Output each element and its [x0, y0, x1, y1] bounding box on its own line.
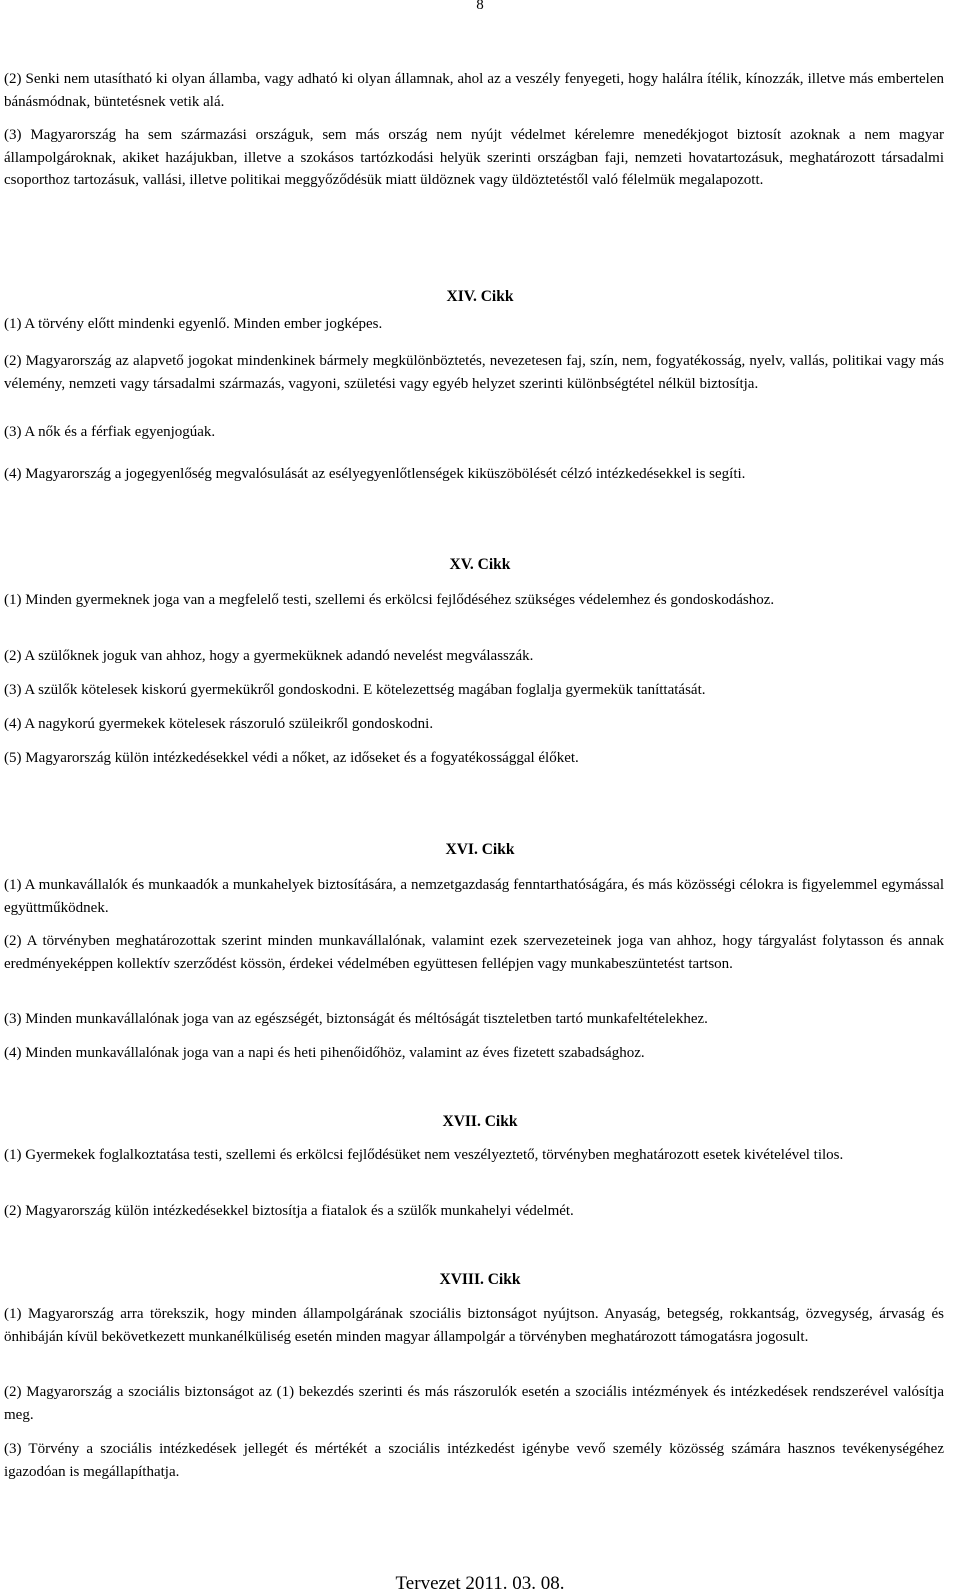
paragraph-text: (2) Senki nem utasítható ki olyan államba, vagy adható ki olyan államnak, ahol az a veszély fenyegeti, hogy halálra ítélik, kínozzák, illetve más embertelen bánásmódnak, büntetésnek vetik alá.: [4, 71, 944, 110]
paragraph: [4, 1042, 944, 1065]
page-number: 8: [476, 0, 484, 13]
paragraph: [4, 589, 944, 612]
paragraph-text: (3) Törvény a szociális intézkedések jellegét és mértékét a szociális intézkedést igénybe vevő személy közösség számára hasznos tevékenységéhez igazodóan is megállapíthatja.: [4, 1441, 944, 1480]
paragraph-text: (4) Minden munkavállalónak joga van a napi és heti pihenőidőhöz, valamint az éves fizetett szabadsághoz.: [4, 1045, 645, 1061]
paragraph: [4, 1144, 944, 1167]
paragraph-text: (1) A munkavállalók és munkaadók a munkahelyek biztosítására, a nemzetgazdaság fenntarthatóságára, és más közösségi célokra is figyelemmel egymással együttműködnek.: [4, 877, 944, 916]
footer-draft-date: Tervezet 2011. 03. 08.: [395, 1573, 565, 1594]
paragraph-text: (5) Magyarország külön intézkedésekkel védi a nőket, az időseket és a fogyatékossággal élőket.: [4, 750, 579, 766]
paragraph: [4, 713, 944, 736]
article-heading-xv: XV. Cikk: [449, 556, 511, 573]
article-heading-xvii: XVII. Cikk: [442, 1113, 518, 1130]
paragraph-text: (2) A törvényben meghatározottak szerint minden munkavállalónak, valamint ezek szervezeteinek joga van ahhoz, hogy tárgyalást folytasson és annak eredményeképpen kollektív szerződést kössön, érdekei védelmében együttesen fellépjen vagy munkabeszüntetést tartson.: [4, 933, 944, 972]
paragraph-text: (1) Minden gyermeknek joga van a megfelelő testi, szellemi és erkölcsi fejlődéséhez szükséges védelemhez és gondoskodáshoz.: [4, 592, 775, 608]
paragraph-text: (1) Magyarország arra törekszik, hogy minden állampolgárának szociális biztonságot nyújtson. Anyaság, betegség, rokkantság, özvegység, árvaság és önhibáján kívül bekövetkezett munkanélküliség esetén minden magyar állampolgár a törvényben meghatározott támogatásra jogosult.: [4, 1306, 944, 1345]
paragraph: [4, 1200, 944, 1223]
paragraph: [4, 1438, 944, 1483]
paragraph: [4, 1303, 944, 1348]
paragraph-text: (2) Magyarország az alapvető jogokat mindenkinek bármely megkülönböztetés, nevezetesen faj, szín, nem, fogyatékosság, nyelv, vallás, politikai vagy más vélemény, nemzeti vagy társadalmi származás, vagyoni, születési vagy egyéb helyzet szerinti különbségtétel nélkül biztosítja.: [4, 353, 944, 392]
paragraph-text: (1) A törvény előtt mindenki egyenlő. Minden ember jogképes.: [4, 316, 383, 332]
paragraph: [4, 679, 944, 702]
paragraph: [4, 421, 944, 444]
paragraph: [4, 1381, 944, 1426]
article-heading-xvi: XVI. Cikk: [445, 841, 515, 858]
paragraph-text: (2) A szülőknek joguk van ahhoz, hogy a gyermeküknek adandó nevelést megválasszák.: [4, 648, 534, 664]
paragraph: [4, 1008, 944, 1031]
paragraph: [4, 874, 944, 919]
paragraph: [4, 645, 944, 668]
article-heading-xviii: XVIII. Cikk: [439, 1271, 521, 1288]
paragraph-text: (4) Magyarország a jogegyenlőség megvalósulását az esélyegyenlőtlenségek kiküszöbölését célzó intézkedésekkel is segíti.: [4, 466, 746, 482]
paragraph-text: (3) Minden munkavállalónak joga van az egészségét, biztonságát és méltóságát tiszteletben tartó munkafeltételekhez.: [4, 1011, 708, 1027]
article-heading-xiv: XIV. Cikk: [446, 288, 514, 305]
paragraph: [4, 747, 944, 770]
paragraph-text: (3) A nők és a férfiak egyenjogúak.: [4, 424, 216, 440]
paragraph: [4, 463, 944, 486]
paragraph: [4, 313, 944, 336]
paragraph-text: (1) Gyermekek foglalkoztatása testi, szellemi és erkölcsi fejlődésüket nem veszélyeztető, törvényben meghatározott esetek kivételével tilos.: [4, 1147, 844, 1163]
paragraph-text: (2) Magyarország a szociális biztonságot az (1) bekezdés szerinti és más rászorulók esetén a szociális intézmények és intézkedések rendszerével valósítja meg.: [4, 1384, 944, 1423]
paragraph: [4, 350, 944, 395]
paragraph: [4, 68, 944, 113]
paragraph: [4, 124, 944, 192]
paragraph-text: (3) Magyarország ha sem származási országuk, sem más ország nem nyújt védelmet kérelemre menedékjogot biztosít azoknak a nem magyar állampolgároknak, akiket hazájukban, illetve a szokásos tartózkodási helyük szerinti országban faji, nemzeti hovatartozásuk, meghatározott társadalmi csoporthoz tartozásuk, vallási, illetve politikai meggyőződésük miatt üldöznek vagy üldöztetéstől való félelmük megalapozott.: [4, 127, 944, 189]
paragraph-text: (4) A nagykorú gyermekek kötelesek rászoruló szüleikről gondoskodni.: [4, 716, 434, 732]
paragraph-text: (3) A szülők kötelesek kiskorú gyermekükről gondoskodni. E kötelezettség magában foglalja gyermekük taníttatását.: [4, 682, 706, 698]
paragraph-text: (2) Magyarország külön intézkedésekkel biztosítja a fiatalok és a szülők munkahelyi védelmét.: [4, 1203, 574, 1219]
paragraph: [4, 930, 944, 975]
